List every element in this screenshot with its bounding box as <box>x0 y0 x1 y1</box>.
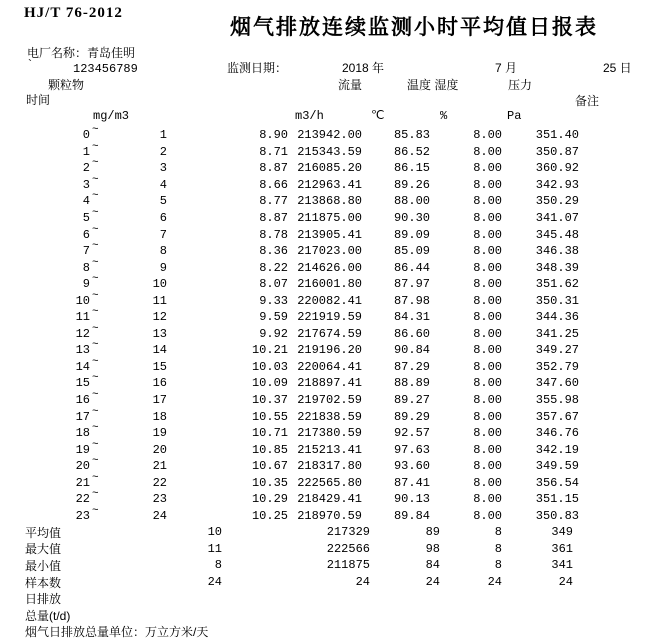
cell-pressure: 351.15 <box>535 492 579 507</box>
hour-range-tilde: ~ <box>92 157 99 170</box>
cell-flow: 217380.59 <box>297 426 362 441</box>
cell-pressure: 342.93 <box>535 177 579 192</box>
cell-hour-from: 13 <box>75 343 90 358</box>
cell-pressure: 347.60 <box>535 376 579 391</box>
cell-particulate: 8.87 <box>259 211 288 225</box>
cell-pressure: 348.39 <box>535 260 579 275</box>
cell-temperature: 92.57 <box>393 426 430 441</box>
cell-particulate: 9.59 <box>259 310 288 325</box>
summary-label: 最小值 <box>25 559 62 573</box>
cell-hour-to: 20 <box>152 442 167 457</box>
hour-range-tilde: ~ <box>92 339 99 352</box>
cell-pressure: 346.38 <box>535 244 579 259</box>
summary-row <box>0 524 663 541</box>
cell-hour-from: 4 <box>82 194 90 209</box>
cell-flow: 213942.00 <box>297 128 362 143</box>
cell-flow: 218897.41 <box>297 376 362 391</box>
cell-pressure: 344.36 <box>535 310 579 325</box>
cell-hour-to: 3 <box>159 161 167 176</box>
summary-flow: 211875 <box>326 558 370 573</box>
cell-temperature: 86.52 <box>393 144 430 159</box>
cell-hour-from: 2 <box>82 161 90 176</box>
cell-pressure: 350.83 <box>535 508 579 523</box>
cell-flow: 218317.80 <box>297 459 362 474</box>
cell-humidity: 8.00 <box>473 442 502 457</box>
hour-range-tilde: ~ <box>92 173 99 186</box>
cell-hour-to: 16 <box>152 376 167 391</box>
summary-pressure: 349 <box>551 525 573 540</box>
cell-hour-from: 7 <box>82 244 90 259</box>
summary-temperature: 24 <box>425 575 440 590</box>
cell-flow: 218429.41 <box>297 492 362 507</box>
page-title: 烟气排放连续监测小时平均值日报表 <box>230 16 598 39</box>
cell-temperature: 89.29 <box>393 409 430 424</box>
cell-hour-from: 20 <box>75 459 90 474</box>
cell-pressure: 355.98 <box>535 393 579 408</box>
summary-temperature: 84 <box>425 558 440 573</box>
table-row <box>0 504 663 525</box>
summary-humidity: 8 <box>494 525 502 540</box>
hour-range-tilde: ~ <box>92 223 99 236</box>
cell-humidity: 8.00 <box>473 492 502 507</box>
cell-particulate: 8.71 <box>259 144 288 159</box>
hour-range-tilde: ~ <box>92 124 99 137</box>
cell-humidity: 8.00 <box>473 260 502 275</box>
summary-temperature: 89 <box>425 525 440 540</box>
cell-temperature: 86.60 <box>393 326 430 341</box>
cell-pressure: 360.92 <box>535 161 579 176</box>
cell-hour-from: 3 <box>82 177 90 192</box>
hour-range-tilde: ~ <box>92 455 99 468</box>
footer-line: 日排放 <box>25 592 62 607</box>
summary-label: 最大值 <box>25 542 62 557</box>
column-header-time: 时间 <box>26 93 51 107</box>
date-month: 7 月 <box>495 61 518 75</box>
cell-hour-to: 21 <box>152 459 167 474</box>
summary-pressure: 24 <box>558 575 573 590</box>
summary-label: 平均值 <box>25 525 62 540</box>
cell-hour-from: 19 <box>75 442 90 457</box>
cell-pressure: 351.62 <box>535 277 579 292</box>
hour-range-tilde: ~ <box>92 438 99 451</box>
cell-hour-to: 19 <box>152 426 167 441</box>
cell-temperature: 87.41 <box>393 475 430 490</box>
cell-flow: 217674.59 <box>297 326 362 341</box>
cell-pressure: 352.79 <box>535 359 579 374</box>
hour-range-tilde: ~ <box>92 306 99 319</box>
summary-particulate: 24 <box>207 575 222 590</box>
footer-row <box>0 623 663 640</box>
unit-flow: m3/h <box>295 109 324 123</box>
plant-code: 123456789 <box>73 62 138 76</box>
cell-hour-from: 16 <box>75 393 90 408</box>
cell-particulate: 8.07 <box>259 277 288 292</box>
cell-temperature: 87.98 <box>393 293 430 308</box>
cell-humidity: 8.00 <box>473 426 502 441</box>
cell-pressure: 349.27 <box>535 343 579 358</box>
summary-flow: 217329 <box>326 525 370 540</box>
summary-label: 样本数 <box>25 575 62 590</box>
hour-range-tilde: ~ <box>92 422 99 435</box>
hour-range-tilde: ~ <box>92 405 99 418</box>
hour-range-tilde: ~ <box>92 389 99 402</box>
cell-particulate: 10.21 <box>251 343 288 358</box>
cell-hour-to: 6 <box>159 211 167 225</box>
footer-row <box>0 590 663 607</box>
cell-temperature: 89.09 <box>393 227 430 242</box>
cell-hour-to: 12 <box>152 310 167 325</box>
cell-humidity: 8.00 <box>473 376 502 391</box>
cell-flow: 215213.41 <box>297 442 362 457</box>
hour-range-tilde: ~ <box>92 273 99 286</box>
cell-particulate: 10.09 <box>251 376 288 391</box>
cell-particulate: 9.92 <box>259 326 288 341</box>
cell-humidity: 8.00 <box>473 475 502 490</box>
cell-pressure: 341.25 <box>535 326 579 341</box>
cell-hour-from: 12 <box>75 326 90 341</box>
cell-temperature: 97.63 <box>393 442 430 457</box>
date-label: 监测日期： <box>227 61 288 75</box>
cell-hour-to: 14 <box>152 343 167 358</box>
hour-range-tilde: ~ <box>92 355 99 368</box>
cell-particulate: 10.29 <box>251 492 288 507</box>
cell-temperature: 84.31 <box>393 310 430 325</box>
cell-pressure: 346.76 <box>535 426 579 441</box>
cell-flow: 218970.59 <box>297 508 362 523</box>
unit-pressure: Pa <box>507 109 522 123</box>
summary-humidity: 8 <box>494 558 502 573</box>
cell-pressure: 350.31 <box>535 293 579 308</box>
cell-humidity: 8.00 <box>473 144 502 159</box>
cell-hour-to: 15 <box>152 359 167 374</box>
cell-pressure: 349.59 <box>535 459 579 474</box>
hour-range-tilde: ~ <box>92 256 99 269</box>
hour-range-tilde: ~ <box>92 372 99 385</box>
plant-name: 电厂名称：青岛佳明 <box>27 46 136 60</box>
hour-range-tilde: ~ <box>92 240 99 253</box>
summary-temperature: 98 <box>425 541 440 556</box>
cell-flow: 221919.59 <box>297 310 362 325</box>
cell-hour-from: 0 <box>82 128 90 143</box>
cell-hour-from: 8 <box>82 260 90 275</box>
cell-temperature: 90.84 <box>393 343 430 358</box>
summary-flow: 24 <box>355 575 370 590</box>
cell-flow: 220082.41 <box>297 293 362 308</box>
cell-humidity: 8.00 <box>473 128 502 143</box>
cell-temperature: 85.09 <box>393 244 430 259</box>
cell-pressure: 341.07 <box>535 211 579 225</box>
cell-humidity: 8.00 <box>473 343 502 358</box>
cell-hour-from: 15 <box>75 376 90 391</box>
cell-particulate: 10.67 <box>251 459 288 474</box>
footer-row <box>0 607 663 624</box>
cell-particulate: 10.37 <box>251 393 288 408</box>
cell-hour-to: 23 <box>152 492 167 507</box>
cell-pressure: 357.67 <box>535 409 579 424</box>
summary-row <box>0 557 663 574</box>
unit-humidity: % <box>440 109 448 123</box>
cell-flow: 214626.00 <box>297 260 362 275</box>
standard-number: HJ/T 76-2012 <box>24 5 123 21</box>
cell-hour-to: 4 <box>159 177 167 192</box>
cell-humidity: 8.00 <box>473 194 502 209</box>
cell-particulate: 8.87 <box>259 161 288 176</box>
cell-hour-to: 10 <box>152 277 167 292</box>
column-header-remark: 备注 <box>575 94 600 108</box>
cell-flow: 212963.41 <box>297 177 362 192</box>
cell-hour-from: 1 <box>82 144 90 159</box>
cell-humidity: 8.00 <box>473 359 502 374</box>
cell-humidity: 8.00 <box>473 508 502 523</box>
cell-flow: 213905.41 <box>297 227 362 242</box>
cell-flow: 216001.80 <box>297 277 362 292</box>
hour-range-tilde: ~ <box>92 289 99 302</box>
cell-hour-to: 11 <box>152 293 167 308</box>
cell-particulate: 9.33 <box>259 293 288 308</box>
cell-particulate: 10.55 <box>251 409 288 424</box>
cell-hour-from: 5 <box>82 211 90 225</box>
hour-range-tilde: ~ <box>92 322 99 335</box>
cell-particulate: 10.25 <box>251 508 288 523</box>
cell-hour-from: 10 <box>75 293 90 308</box>
cell-temperature: 87.97 <box>393 277 430 292</box>
cell-temperature: 90.30 <box>393 211 430 225</box>
cell-particulate: 10.71 <box>251 426 288 441</box>
cell-humidity: 8.00 <box>473 293 502 308</box>
cell-hour-from: 11 <box>75 310 90 325</box>
cell-temperature: 89.26 <box>393 177 430 192</box>
cell-hour-to: 7 <box>159 227 167 242</box>
cell-particulate: 10.03 <box>251 359 288 374</box>
cell-hour-from: 9 <box>82 277 90 292</box>
cell-hour-to: 17 <box>152 393 167 408</box>
column-header-pressure: 压力 <box>508 78 533 92</box>
cell-flow: 215343.59 <box>297 144 362 159</box>
hour-range-tilde: ~ <box>92 471 99 484</box>
summary-pressure: 341 <box>551 558 573 573</box>
cell-particulate: 8.22 <box>259 260 288 275</box>
cell-humidity: 8.00 <box>473 177 502 192</box>
cell-hour-from: 22 <box>75 492 90 507</box>
data-rows <box>0 124 663 640</box>
cell-hour-to: 13 <box>152 326 167 341</box>
footer-line: 烟气日排放总量单位：万立方米/天 <box>25 625 209 640</box>
cell-temperature: 90.13 <box>393 492 430 507</box>
hour-range-tilde: ~ <box>92 504 99 517</box>
date-year: 2018 年 <box>342 61 385 75</box>
cell-humidity: 8.00 <box>473 459 502 474</box>
hour-range-tilde: ~ <box>92 140 99 153</box>
cell-humidity: 8.00 <box>473 326 502 341</box>
cell-hour-to: 1 <box>159 128 167 143</box>
summary-row <box>0 574 663 591</box>
summary-particulate: 10 <box>207 525 222 540</box>
footer-line: 总量(t/d) <box>25 608 71 623</box>
cell-pressure: 350.87 <box>535 144 579 159</box>
cell-hour-from: 18 <box>75 426 90 441</box>
cell-humidity: 8.00 <box>473 161 502 176</box>
column-header-flow: 流量 <box>338 78 363 92</box>
cell-flow: 211875.00 <box>297 211 362 225</box>
cell-flow: 220064.41 <box>297 359 362 374</box>
cell-particulate: 10.35 <box>251 475 288 490</box>
cell-pressure: 356.54 <box>535 475 579 490</box>
cell-hour-from: 21 <box>75 475 90 490</box>
cell-hour-from: 17 <box>75 409 90 424</box>
cell-flow: 222565.80 <box>297 475 362 490</box>
date-day: 25 日 <box>603 61 632 75</box>
cell-pressure: 345.48 <box>535 227 579 242</box>
cell-humidity: 8.00 <box>473 393 502 408</box>
summary-pressure: 361 <box>551 541 573 556</box>
summary-row <box>0 541 663 558</box>
cell-humidity: 8.00 <box>473 227 502 242</box>
cell-temperature: 85.83 <box>393 128 430 143</box>
cell-flow: 221838.59 <box>297 409 362 424</box>
cell-particulate: 8.66 <box>259 177 288 192</box>
cell-temperature: 88.89 <box>393 376 430 391</box>
tick-mark: ` <box>28 57 32 71</box>
cell-hour-to: 2 <box>159 144 167 159</box>
hour-range-tilde: ~ <box>92 207 99 219</box>
cell-temperature: 86.15 <box>393 161 430 176</box>
cell-hour-from: 6 <box>82 227 90 242</box>
cell-temperature: 87.29 <box>393 359 430 374</box>
column-header-particulate: 颗粒物 <box>48 78 85 92</box>
summary-humidity: 8 <box>494 541 502 556</box>
hour-range-tilde: ~ <box>92 190 99 203</box>
column-header-temp-humidity: 温度 湿度 <box>407 78 459 92</box>
cell-particulate: 8.90 <box>259 128 288 143</box>
cell-humidity: 8.00 <box>473 310 502 325</box>
cell-pressure: 342.19 <box>535 442 579 457</box>
cell-temperature: 88.00 <box>393 194 430 209</box>
cell-temperature: 89.27 <box>393 393 430 408</box>
summary-particulate: 8 <box>214 558 222 573</box>
cell-hour-to: 22 <box>152 475 167 490</box>
cell-flow: 216085.20 <box>297 161 362 176</box>
cell-pressure: 350.29 <box>535 194 579 209</box>
cell-temperature: 86.44 <box>393 260 430 275</box>
cell-particulate: 8.78 <box>259 227 288 242</box>
cell-hour-from: 14 <box>75 359 90 374</box>
cell-hour-to: 18 <box>152 409 167 424</box>
unit-particulate: mg/m3 <box>93 109 130 123</box>
cell-hour-to: 24 <box>152 508 167 523</box>
cell-hour-to: 5 <box>159 194 167 209</box>
cell-flow: 213868.80 <box>297 194 362 209</box>
cell-temperature: 93.60 <box>393 459 430 474</box>
cell-particulate: 10.85 <box>251 442 288 457</box>
cell-humidity: 8.00 <box>473 244 502 259</box>
cell-particulate: 8.36 <box>259 244 288 259</box>
cell-hour-from: 23 <box>75 508 90 523</box>
hour-range-tilde: ~ <box>92 488 99 501</box>
cell-flow: 219196.20 <box>297 343 362 358</box>
cell-hour-to: 9 <box>159 260 167 275</box>
cell-humidity: 8.00 <box>473 277 502 292</box>
summary-particulate: 11 <box>207 541 222 556</box>
cell-temperature: 89.84 <box>393 508 430 523</box>
summary-humidity: 24 <box>487 575 502 590</box>
cell-pressure: 351.40 <box>535 128 579 143</box>
cell-flow: 219702.59 <box>297 393 362 408</box>
cell-humidity: 8.00 <box>473 211 502 225</box>
cell-flow: 217023.00 <box>297 244 362 259</box>
cell-humidity: 8.00 <box>473 409 502 424</box>
unit-temperature: ℃ <box>371 108 385 122</box>
summary-flow: 222566 <box>326 541 370 556</box>
cell-particulate: 8.77 <box>259 194 288 209</box>
cell-hour-to: 8 <box>159 244 167 259</box>
